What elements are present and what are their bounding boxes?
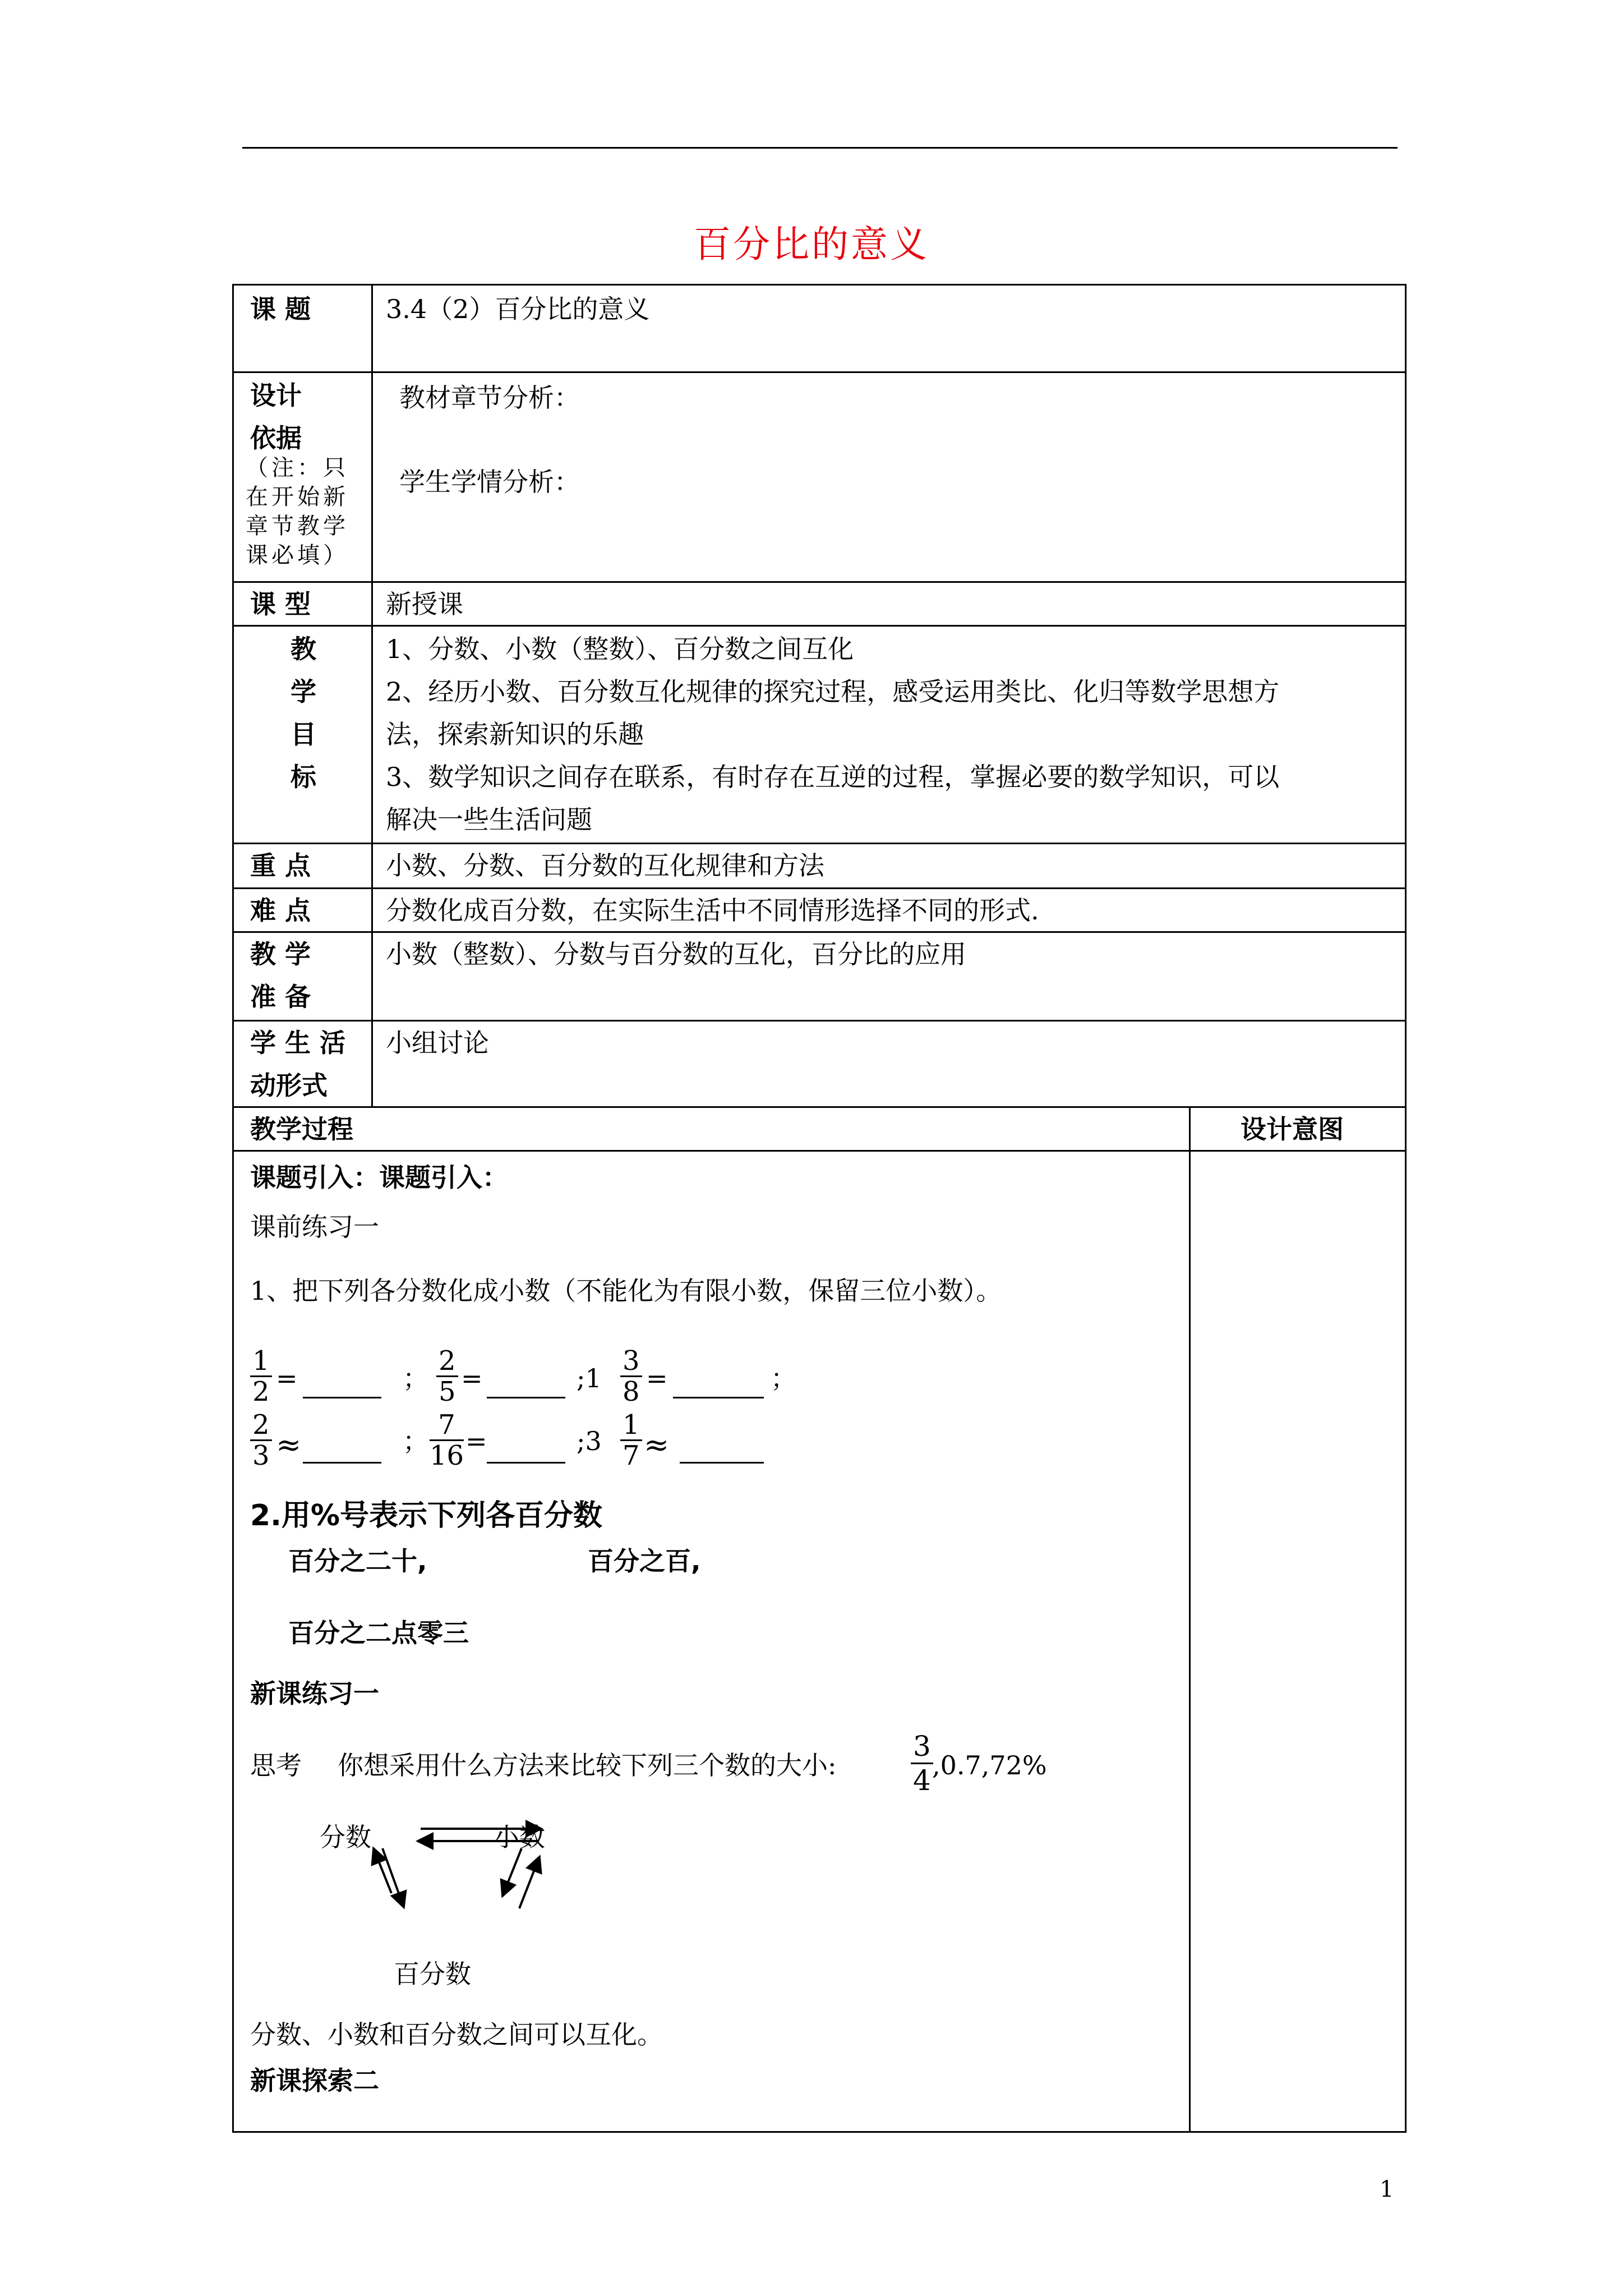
answer-blank <box>487 1462 565 1464</box>
separator: ;3 <box>577 1426 602 1456</box>
approx-sign: ≈ <box>276 1427 302 1462</box>
question-1: 1、把下列各分数化成小数（不能化为有限小数，保留三位小数）。 <box>250 1276 1002 1306</box>
think-text: 你想采用什么方法来比较下列三个数的大小: <box>338 1750 837 1780</box>
new-practice-heading: 新课练习一 <box>250 1678 379 1709</box>
fraction <box>620 1347 642 1405</box>
goal-line: 法，探索新知识的乐趣 <box>386 719 644 749</box>
answer-blank <box>673 1397 764 1398</box>
goal-label-char: 教 <box>291 634 316 664</box>
denominator: 16 <box>430 1440 464 1471</box>
separator: ； <box>403 1426 428 1456</box>
denominator: 2 <box>252 1376 270 1407</box>
goal-label-char: 标 <box>291 762 316 792</box>
process-header: 教学过程 <box>250 1114 353 1144</box>
table-column-rule <box>371 284 373 1106</box>
denominator: 4 <box>913 1764 931 1797</box>
equals-sign: = <box>461 1363 483 1393</box>
prep-value: 小数（整数）、分数与百分数的互化，百分比的应用 <box>386 939 966 969</box>
conversion-arrows <box>359 1818 583 1958</box>
goal-line: 2、经历小数、百分数互化规律的探究过程，感受运用类比、化归等数学思想方 <box>386 677 1280 707</box>
design-item: 教材章节分析： <box>399 383 580 413</box>
separator: ;1 <box>577 1363 602 1393</box>
difficulty-label: 难 点 <box>250 895 311 926</box>
question-2-item: 百分之二十, <box>288 1546 427 1576</box>
intro-heading: 课题引入：课题引入： <box>250 1162 508 1193</box>
activity-label: 学 生 活 <box>250 1028 346 1058</box>
key-label: 重 点 <box>250 850 311 881</box>
goal-line: 解决一些生活问题 <box>386 804 592 835</box>
intent-header: 设计意图 <box>1241 1114 1344 1144</box>
answer-blank <box>487 1397 565 1398</box>
design-label: 设计 <box>250 380 302 411</box>
activity-label: 动形式 <box>250 1070 328 1101</box>
equals-sign: = <box>276 1363 298 1393</box>
goal-line: 1、分数、小数（整数）、百分数之间互化 <box>386 634 854 664</box>
fraction <box>250 1411 272 1469</box>
arrow-down <box>502 1848 522 1896</box>
denominator: 5 <box>439 1376 456 1407</box>
denominator: 8 <box>623 1376 640 1407</box>
arrow-up <box>519 1857 540 1908</box>
design-item: 学生学情分析： <box>399 467 580 497</box>
numerator: 2 <box>250 1411 272 1441</box>
arrow-up <box>374 1848 391 1893</box>
design-note: （注：只在开始新章节教学课必填） <box>246 455 349 568</box>
numerator: 3 <box>911 1731 933 1764</box>
prep-label: 准 备 <box>250 982 311 1012</box>
table-rule <box>232 1106 1407 1108</box>
goal-line: 3、数学知识之间存在联系，有时存在互逆的过程，掌握必要的数学知识，可以 <box>386 762 1280 792</box>
pre-practice-heading: 课前练习一 <box>250 1212 379 1242</box>
denominator: 3 <box>252 1440 270 1471</box>
question-2-item: 百分之百, <box>588 1546 701 1576</box>
equals-sign: = <box>646 1363 668 1393</box>
type-label: 课 型 <box>250 589 311 619</box>
separator: ； <box>403 1363 428 1393</box>
topic-value: 3.4（2）百分比的意义 <box>386 294 650 324</box>
fraction <box>430 1411 464 1469</box>
diagram-percent-label: 百分数 <box>394 1959 471 1989</box>
fraction <box>911 1731 933 1796</box>
fraction <box>620 1411 642 1469</box>
question-2-title: 2.用%号表示下列各百分数 <box>250 1499 603 1533</box>
denominator: 7 <box>623 1440 640 1471</box>
header-rule <box>242 147 1398 149</box>
page-number: 1 <box>1380 2177 1394 2202</box>
fraction <box>250 1347 272 1405</box>
document-title: 百分比的意义 <box>694 223 929 266</box>
numerator: 1 <box>250 1347 272 1377</box>
numerator: 1 <box>620 1411 642 1441</box>
numerator: 2 <box>436 1347 458 1377</box>
answer-blank <box>303 1462 381 1464</box>
think-numbers: ,0.7,72% <box>932 1750 1047 1780</box>
conclusion: 分数、小数和百分数之间可以互化。 <box>250 2019 663 2050</box>
approx-sign: ≈ <box>644 1427 670 1462</box>
table-column-rule <box>1189 1106 1191 2133</box>
prep-label: 教 学 <box>250 939 311 969</box>
numerator: 3 <box>620 1347 642 1377</box>
goal-label-char: 目 <box>291 719 316 749</box>
key-value: 小数、分数、百分数的互化规律和方法 <box>386 850 824 881</box>
goal-label-char: 学 <box>291 677 316 707</box>
type-value: 新授课 <box>386 589 463 619</box>
explore-2-heading: 新课探索二 <box>250 2065 379 2096</box>
think-label: 思考 <box>250 1750 302 1780</box>
fraction <box>436 1347 458 1405</box>
answer-blank <box>680 1462 764 1464</box>
numerator: 7 <box>430 1411 464 1441</box>
equals-sign: = <box>465 1426 487 1456</box>
table-rule <box>232 371 1407 373</box>
design-label: 依据 <box>250 423 302 453</box>
question-2-item: 百分之二点零三 <box>288 1618 469 1648</box>
activity-value: 小组讨论 <box>386 1028 489 1058</box>
diagram-decimal-label: 小数 <box>494 1822 545 1852</box>
separator: ； <box>771 1363 796 1393</box>
diagram-fraction-label: 分数 <box>320 1822 371 1852</box>
table-rule <box>232 1150 1407 1152</box>
difficulty-value: 分数化成百分数，在实际生活中不同情形选择不同的形式. <box>386 895 1039 926</box>
topic-label: 课 题 <box>250 294 311 324</box>
answer-blank <box>303 1397 381 1398</box>
